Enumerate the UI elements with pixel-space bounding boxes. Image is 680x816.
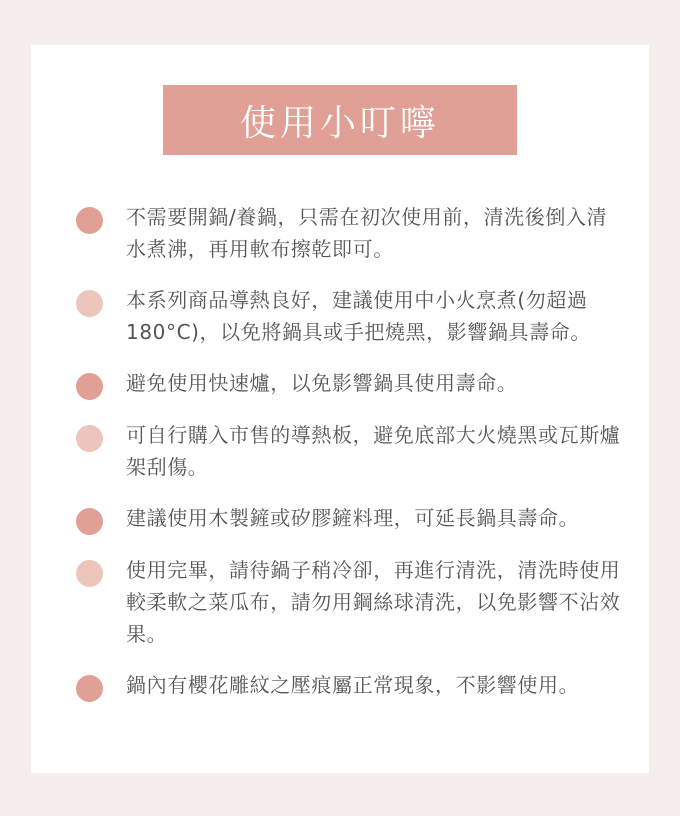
tip-text: 避免使用快速爐，以免影響鍋具使用壽命。 bbox=[126, 371, 518, 395]
list-item bbox=[76, 502, 621, 535]
page-title: 使用小叮嚀 bbox=[163, 85, 517, 155]
tip-text: 不需要開鍋/養鍋，只需在初次使用前，清洗後倒入清水煮沸，再用軟布擦乾即可。 bbox=[126, 205, 608, 261]
list-item bbox=[76, 367, 621, 400]
bullet-dot-icon bbox=[76, 560, 103, 587]
list-item bbox=[76, 669, 621, 702]
tips-card bbox=[31, 45, 649, 773]
bullet-dot-icon bbox=[76, 373, 103, 400]
tip-text: 建議使用木製鏟或矽膠鏟料理，可延長鍋具壽命。 bbox=[126, 506, 580, 530]
bullet-dot-icon bbox=[76, 207, 103, 234]
tips-list bbox=[76, 201, 621, 721]
list-item bbox=[76, 419, 621, 483]
list-item bbox=[76, 201, 621, 265]
bullet-dot-icon bbox=[76, 675, 103, 702]
list-item bbox=[76, 284, 621, 348]
tip-text: 鍋內有櫻花雕紋之壓痕屬正常現象，不影響使用。 bbox=[126, 673, 580, 697]
bullet-dot-icon bbox=[76, 290, 103, 317]
bullet-dot-icon bbox=[76, 425, 103, 452]
bullet-dot-icon bbox=[76, 508, 103, 535]
tip-text: 本系列商品導熱良好，建議使用中小火烹煮(勿超過180°C)，以免將鍋具或手把燒黑，影響鍋具壽命。 bbox=[126, 288, 591, 344]
tip-text: 使用完畢，請待鍋子稍冷卻，再進行清洗，清洗時使用較柔軟之菜瓜布，請勿用鋼絲球清洗，以免影響不沾效果。 bbox=[126, 558, 621, 646]
tip-text: 可自行購入市售的導熱板，避免底部大火燒黑或瓦斯爐架刮傷。 bbox=[126, 423, 621, 479]
list-item bbox=[76, 554, 621, 650]
